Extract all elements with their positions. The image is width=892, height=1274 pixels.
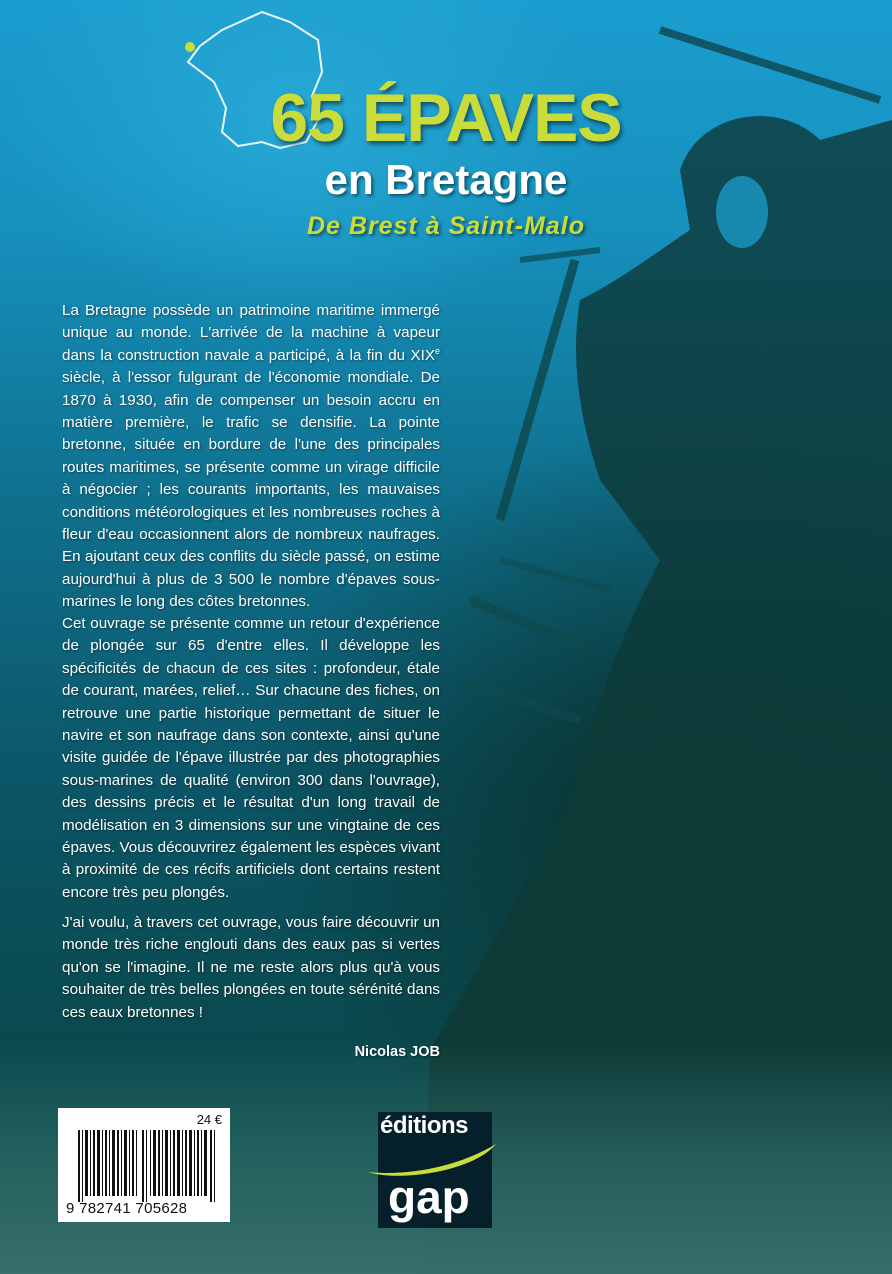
paragraph-closing <box>62 912 440 1024</box>
publisher-logo <box>378 1112 492 1228</box>
author-signature: Nicolas JOB <box>354 1044 440 1060</box>
book-title: 65 ÉPAVES <box>270 80 622 156</box>
publisher-logo-editions: éditions <box>380 1112 469 1139</box>
paragraph-intro <box>62 300 440 614</box>
book-subtitle: De Brest à Saint-Malo <box>306 212 585 240</box>
barcode-box <box>58 1108 230 1222</box>
book-title-region: en Bretagne <box>324 156 568 203</box>
paragraph-intro-part-b: siècle, à l'essor fulgurant de l'économie mondiale. De 1870 à 1930, afin de compenser un besoin accru en matière première, le trafic se densifie. La pointe bretonne, située en bordure de l'une des principales routes maritimes, se présente comme un virage difficile à négocier ; les courants importants, les mauvaises conditions météorologiques et les nombreuses roches à fleur d'eau occasionnent alors de nombreux naufrages. En ajoutant ceux des conflits du siècle passé, on estime aujourd'hui à plus de 3 500 le nombre d'épaves sous-marines le long des côtes bretonnes. <box>62 369 440 611</box>
paragraph-intro-part-a: La Bretagne possède un patrimoine maritime immergé unique au monde. L'arrivée de la machine à vapeur dans la construction navale a participé, à la fin du XIX <box>62 302 440 364</box>
publisher-logo-gap: gap <box>388 1171 470 1223</box>
paragraph-content <box>62 613 440 904</box>
paragraph-content-text: Cet ouvrage se présente comme un retour d'expérience de plongée sur 65 d'entre elles. Il développe les spécificités de chacun de ces sites : profondeur, étale de courant, marées, relief… Sur chacune des fiches, on retrouve une partie historique permettant de situer le navire et son naufrage dans son contexte, ainsi qu'une visite guidée de l'épave illustrée par des photographies sous-marines de qualité (environ 300 dans l'ouvrage), des dessins précis et le résultat d'un long travail de modélisation en 3 dimensions sur une vingtaine de ces épaves. Vous découvrirez également les espèces vivant à proximité de ces récifs artificiels dont certains restent encore très peu plongés. <box>62 615 440 901</box>
isbn-number: 9 782741 705628 <box>66 1200 188 1217</box>
century-superscript: e <box>434 345 440 356</box>
barcode-icon <box>78 1130 218 1202</box>
paragraph-closing-text: J'ai voulu, à travers cet ouvrage, vous faire découvrir un monde très riche englouti dans des eaux pas si vertes qu'on se l'imagine. Il ne me reste alors plus qu'à vous souhaiter de très belles plongées en toute sérénité dans ces eaux bretonnes ! <box>62 914 440 1021</box>
price-label: 24 € <box>196 1112 222 1127</box>
